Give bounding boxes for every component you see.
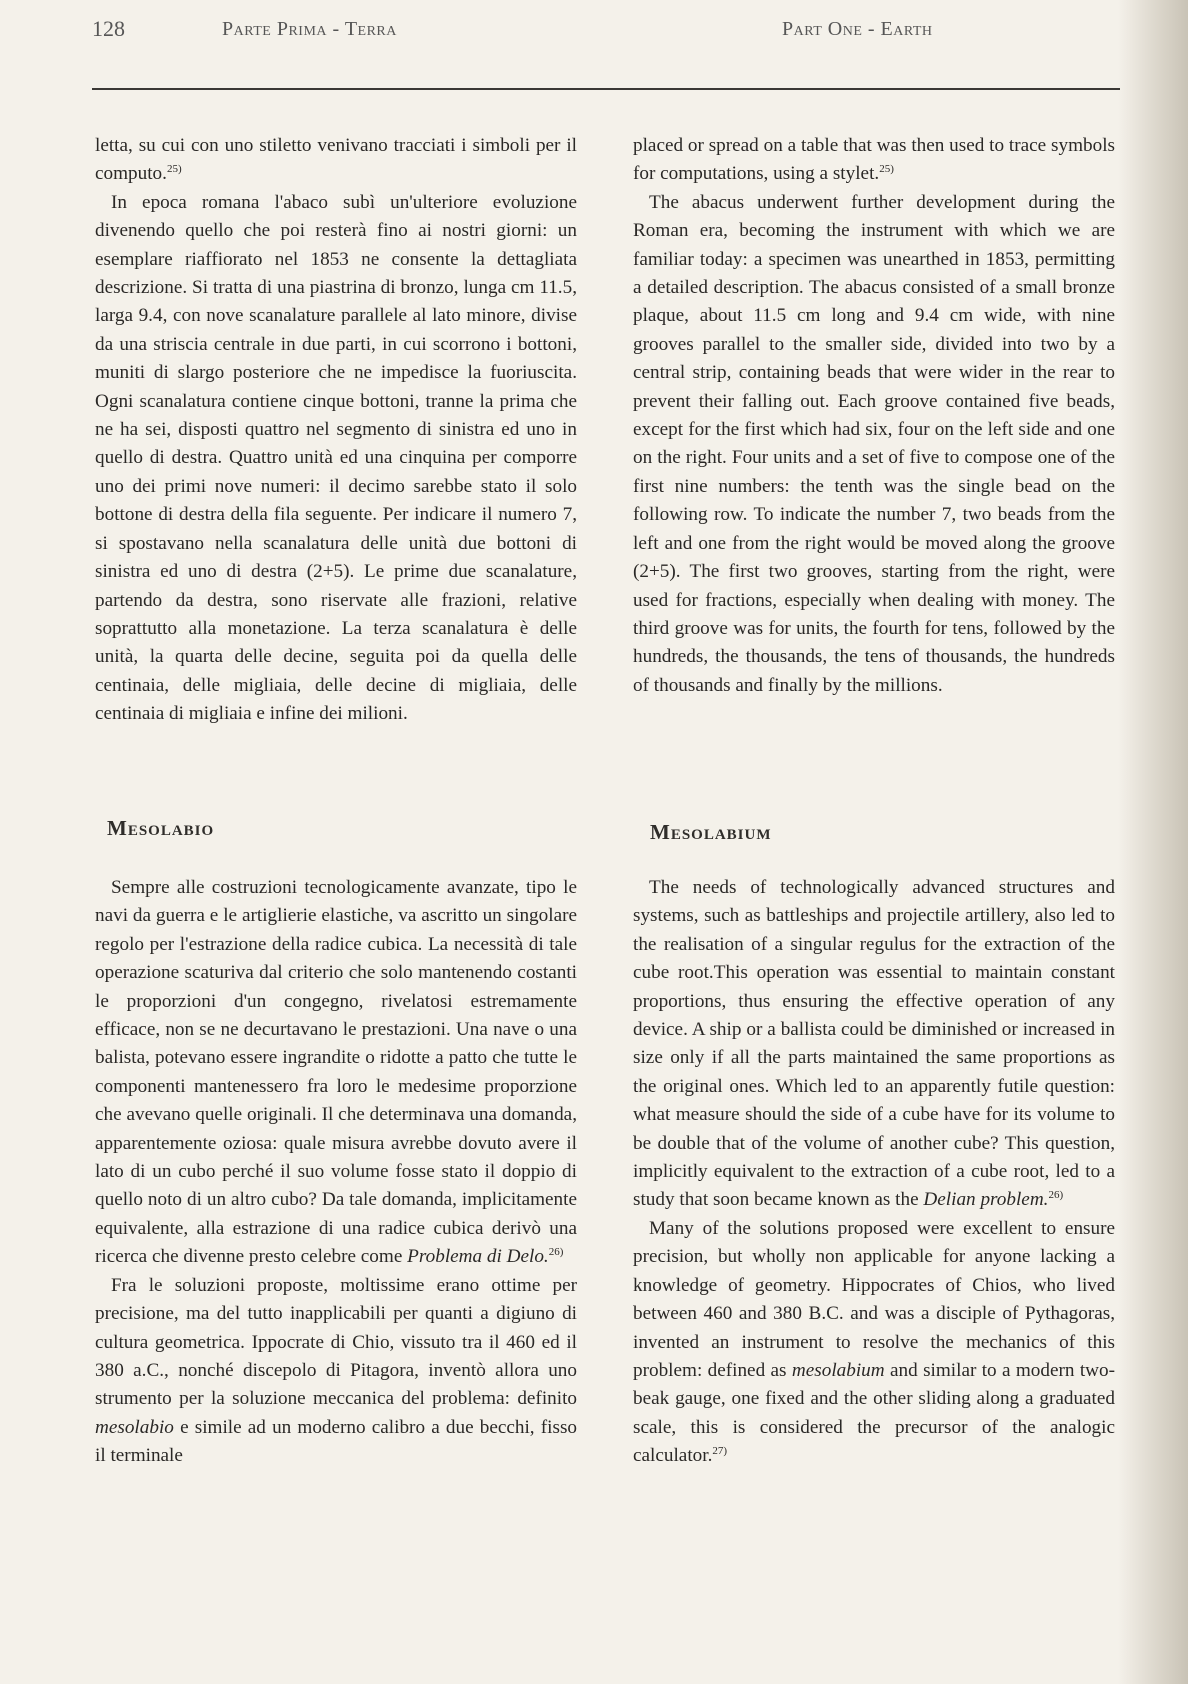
section-heading-italian: Mesolabio bbox=[107, 816, 215, 840]
paragraph: placed or spread on a table that was then used to trace symbols for computations, using a stylet.$^{25)}$ bbox=[633, 135, 1115, 185]
footnote-ref: 25) bbox=[879, 163, 894, 176]
paragraph: letta, su cui con uno stiletto venivano tracciati i simboli per il computo.$^{25)}$ bbox=[95, 135, 577, 185]
footnote-ref: 25) bbox=[166, 163, 182, 176]
section-heading-english: Mesolabium bbox=[650, 820, 772, 844]
running-header bbox=[0, 12, 1188, 62]
italian-column-top bbox=[95, 132, 577, 729]
english-column-top bbox=[633, 132, 1115, 700]
footnote-ref: 26) bbox=[1048, 1189, 1064, 1202]
running-title-english: Part One - Earth bbox=[782, 18, 933, 40]
paragraph: Many of the solutions proposed were excellent to ensure precision, but wholly non applicable for anyone lacking a knowledge of geometry. Hippocrates of Chios, who lived between 460 and 380 B.C. and was a disciple of Pythagoras, invented an instrument to resolve the mechanics of this problem: defined as mesolabium and similar to a modern two-beak gauge, one fixed and the other sliding along a graduated scale, this is considered the precursor of the analogic calculator.$^{27)}$ bbox=[633, 1217, 1116, 1467]
italian-column-bottom bbox=[95, 874, 577, 1471]
english-column-bottom bbox=[633, 874, 1115, 1471]
paragraph: Fra le soluzioni proposte, moltissime erano ottime per precisione, ma del tutto inapplicabili per quanti a digiuno di cultura geometrica. Ippocrate di Chio, vissuto tra il 460 ed il 380 a.C., nonché discepolo di Pitagora, inventò allora uno strumento per la soluzione meccanica del problema: definito mesolabio e simile ad un moderno calibro a due becchi, fisso il terminale bbox=[95, 1274, 578, 1467]
footnote-ref: 26) bbox=[548, 1246, 564, 1259]
paragraph: The abacus underwent further development during the Roman era, becoming the instrument with which we are familiar today: a specimen was unearthed in 1853, permitting a detailed description. The abacus consisted of a small bronze plaque, about 11.5 cm long and 9.4 cm wide, with nine grooves parallel to the smaller side, divided into two by a central strip, containing beads that were wider in the rear to prevent their falling out. Each groove contained five beads, except for the first which had six, four on the left side and one on the right. Four units and a set of five to compose one of the first nine numbers: the tenth was the single bead on the following row. To indicate the number 7, two beads from the left and one from the right would be moved along the groove (2+5). The first two grooves, starting from the right, were used for fractions, especially when dealing with money. The third groove was for units, the fourth for tens, followed by the hundreds, the thousands, the tens of thousands, the hundreds of thousands and finally by the millions. bbox=[633, 191, 1115, 696]
header-rule bbox=[92, 88, 1120, 90]
page-edge-shadow bbox=[1118, 0, 1188, 1684]
paragraph: The needs of technologically advanced structures and systems, such as battleships and projectile artillery, also led to the realisation of a singular regulus for the extraction of the cube root.This operation was essential to maintain constant proportions, thus ensuring the effective operation of any device. A ship or a ballista could be diminished or increased in size only if all the parts maintained the same proportions as the original ones. Which led to an apparently futile question: what measure should the side of a cube have for its volume to be double that of the volume of another cube? This question, implicitly equivalent to the extraction of a cube root, led to a study that soon became known as the Delian problem.$^{26)}$ bbox=[633, 877, 1115, 1211]
paragraph: Sempre alle costruzioni tecnologicamente avanzate, tipo le navi da guerra e le artiglierie elastiche, va ascritto un singolare regolo per l'estrazione della radice cubica. La necessità di tale operazione scaturiva dal criterio che solo mantenendo costanti le proporzioni d'un congegno, rivelatosi estremamente efficace, non se ne decurtavano le prestazioni. Una nave o una balista, potevano essere ingrandite o ridotte a patto che tutte le componenti mantenessero fra loro le medesime proporzione che avevano quelle originali. Il che determinava una domanda, apparentemente oziosa: quale misura avrebbe dovuto avere il lato di un cubo perché il suo volume fosse stato il doppio di quello noto di un altro cubo? Da tale domanda, implicitamente equivalente, alla estrazione di una radice cubica derivò una ricerca che divenne presto celebre come Problema di Delo.$^{26)}$ bbox=[95, 877, 577, 1268]
footnote-ref: 27) bbox=[712, 1445, 728, 1458]
paragraph: In epoca romana l'abaco subì un'ulteriore evoluzione divenendo quello che poi resterà fino ai nostri giorni: un esemplare riaffiorato nel 1853 ne consente la dettagliata descrizione. Si tratta di una piastrina di bronzo, lunga cm 11.5, larga 9.4, con nove scanalature parallele al lato minore, divise da una striscia centrale in due parti, in cui scorrono i bottoni, muniti di slargo posteriore che ne impedisce la fuoriuscita. Ogni scanalatura contiene cinque bottoni, tranne la prima che ne ha sei, disposti quattro nel segmento di sinistra ed uno in quello di destra. Quattro unità ed una cinquina per comporre uno dei primi nove numeri: il decimo sarebbe stato il solo bottone di destra della fila seguente. Per indicare il numero 7, si spostavano nella scanalatura delle unità due bottoni di sinistra ed uno di destra (2+5). Le prime due scanalature, partendo da destra, sono riservate alle frazioni, relative soprattutto alla monetazione. La terza scanalatura è delle unità, la quarta delle decine, seguita poi da quella delle centinaia, delle migliaia, delle decine di migliaia, delle centinaia di migliaia e infine dei milioni. bbox=[95, 191, 577, 725]
running-title-italian: Parte Prima - Terra bbox=[222, 18, 397, 40]
page-number: 128 bbox=[92, 16, 125, 41]
